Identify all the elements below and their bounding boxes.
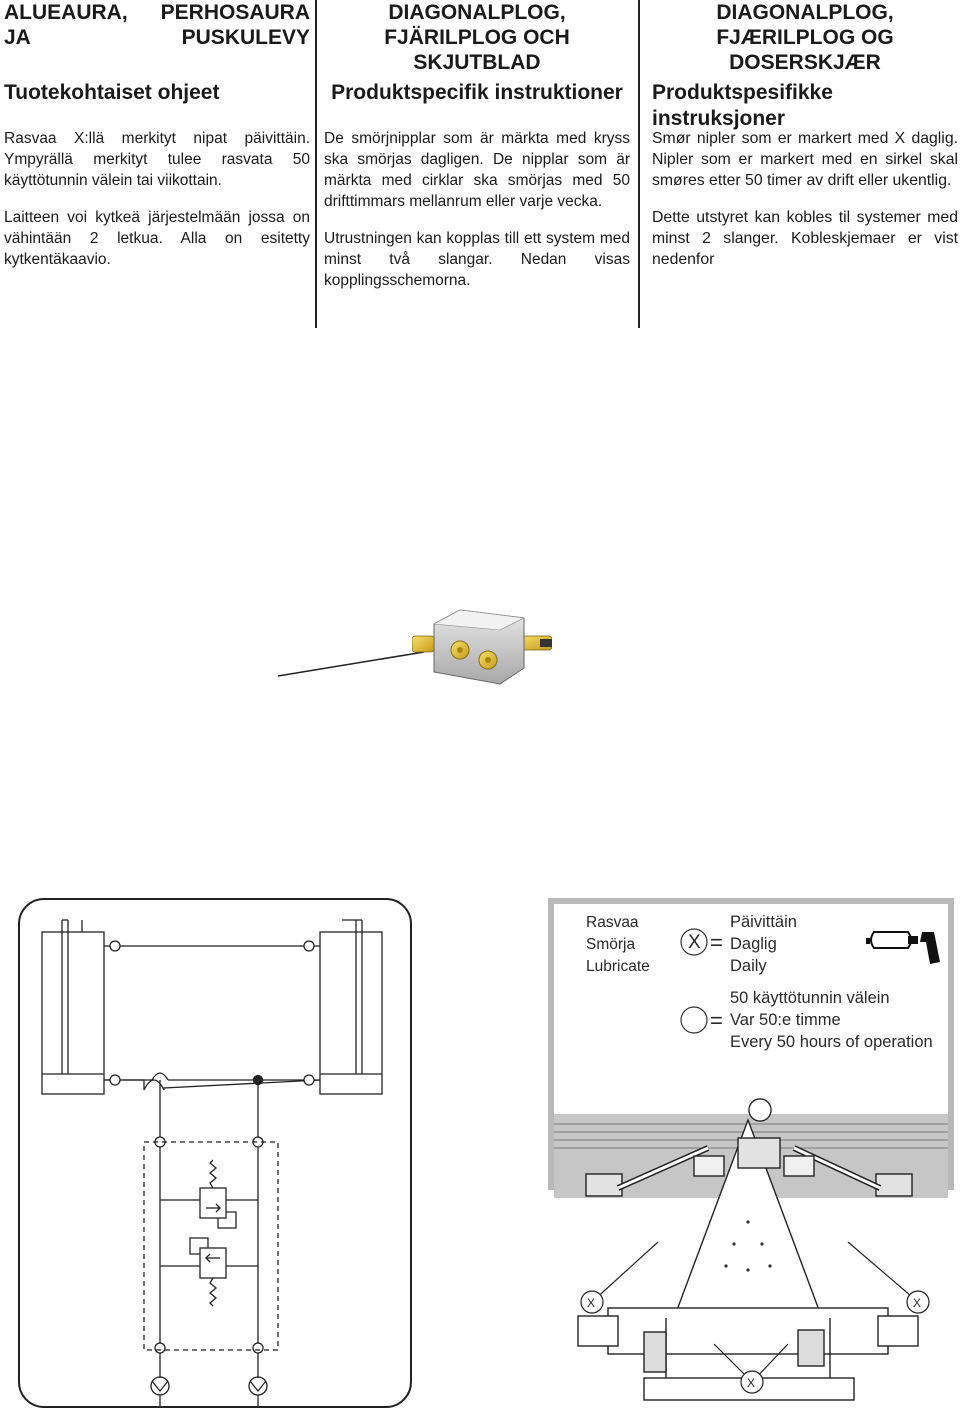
legend-daily-english: Daily: [730, 957, 767, 975]
legend-interval-english: Every 50 hours of operation: [730, 1033, 933, 1051]
swedish-subtitle: Produktspecifik instruktioner: [331, 81, 623, 104]
valve-block-photo: [412, 606, 552, 690]
finnish-title: ALUEAURA, PERHOSAURA JA PUSKULEVY: [4, 1, 310, 49]
finnish-paragraph-connection: Laitteen voi kytkeä järjestelmään jossa on vähintään 2 letkua. Alla on esitetty kytkentäkaavio.: [4, 209, 310, 268]
hydraulic-schematic: [20, 900, 410, 1406]
finnish-paragraph-lubrication: Rasvaa X:llä merkityt nipat päivittäin. Ympyrällä merkityt tulee rasvata 50 käyttötunnin välein tai viikottain.: [4, 130, 310, 189]
swedish-column: [324, 0, 630, 291]
norwegian-title: DIAGONALPLOG, FJÆRILPLOG OG DOSERSKJÆR: [716, 1, 894, 74]
quick-coupler-right-icon: [249, 1377, 267, 1406]
test-port-icon: [304, 941, 314, 951]
hydraulic-schematic-frame: [18, 898, 412, 1408]
legend-daily-swedish: Daglig: [730, 935, 777, 953]
legend-equals-interval: =: [710, 1008, 723, 1033]
legend-word-finnish: Rasvaa: [586, 914, 639, 931]
swedish-paragraph-lubrication: De smörjnipplar som är märkta med kryss ska smörjas dagligen. De nipplar som är märkta med cirklar ska smörjas med 50 drifttimmars mellanrum eller varje vecka.: [324, 130, 630, 210]
finnish-subtitle: Tuotekohtaiset ohjeet: [4, 81, 220, 104]
right-cylinder: [320, 920, 382, 1094]
return-line: [104, 1080, 320, 1090]
norwegian-subtitle: Produktspesifikke instruksjoner: [652, 81, 833, 130]
test-port-icon: [110, 941, 120, 951]
lubrication-points-drawing: [548, 898, 954, 1404]
legend-interval-finnish: 50 käyttötunnin välein: [730, 989, 890, 1007]
norwegian-column: [652, 0, 958, 270]
left-cylinder: [42, 920, 104, 1094]
legend-equals-daily: =: [710, 930, 723, 955]
legend-word-swedish: Smörja: [586, 936, 636, 953]
relief-valve-bottom: [160, 1238, 258, 1306]
column-divider: [638, 0, 640, 328]
norwegian-paragraph-connection: Dette utstyret kan kobles til systemer med minst 2 slanger. Kobleskjemaer er vist nedenfor: [652, 209, 958, 268]
relief-valve-top: [160, 1160, 258, 1228]
legend-word-english: Lubricate: [586, 958, 650, 975]
legend-x-symbol: X: [688, 932, 701, 953]
legend-interval-swedish: Var 50:e timme: [730, 1011, 841, 1029]
norwegian-paragraph-lubrication: Smør nipler som er markert med X daglig. Nipler som er markert med en sirkel skal smøres etter 50 timer av drift eller ukentlig.: [652, 130, 958, 189]
lube-point-x-label: X: [913, 1296, 922, 1310]
legend-daily-finnish: Päivittäin: [730, 913, 797, 931]
column-divider: [315, 0, 317, 328]
quick-coupler-left-icon: [151, 1377, 169, 1406]
lube-point-circle-marker: [749, 1099, 771, 1121]
circle-marker-icon: [681, 1007, 707, 1033]
lube-point-x-label: X: [587, 1296, 596, 1310]
swedish-title: DIAGONALPLOG, FJÄRILPLOG OCH SKJUTBLAD: [384, 1, 570, 74]
swedish-paragraph-connection: Utrustningen kan kopplas till ett system med minst två slangar. Nedan visas kopplingsschemorna.: [324, 230, 630, 289]
finnish-column: [4, 0, 310, 270]
lube-point-x-label: X: [747, 1376, 756, 1390]
